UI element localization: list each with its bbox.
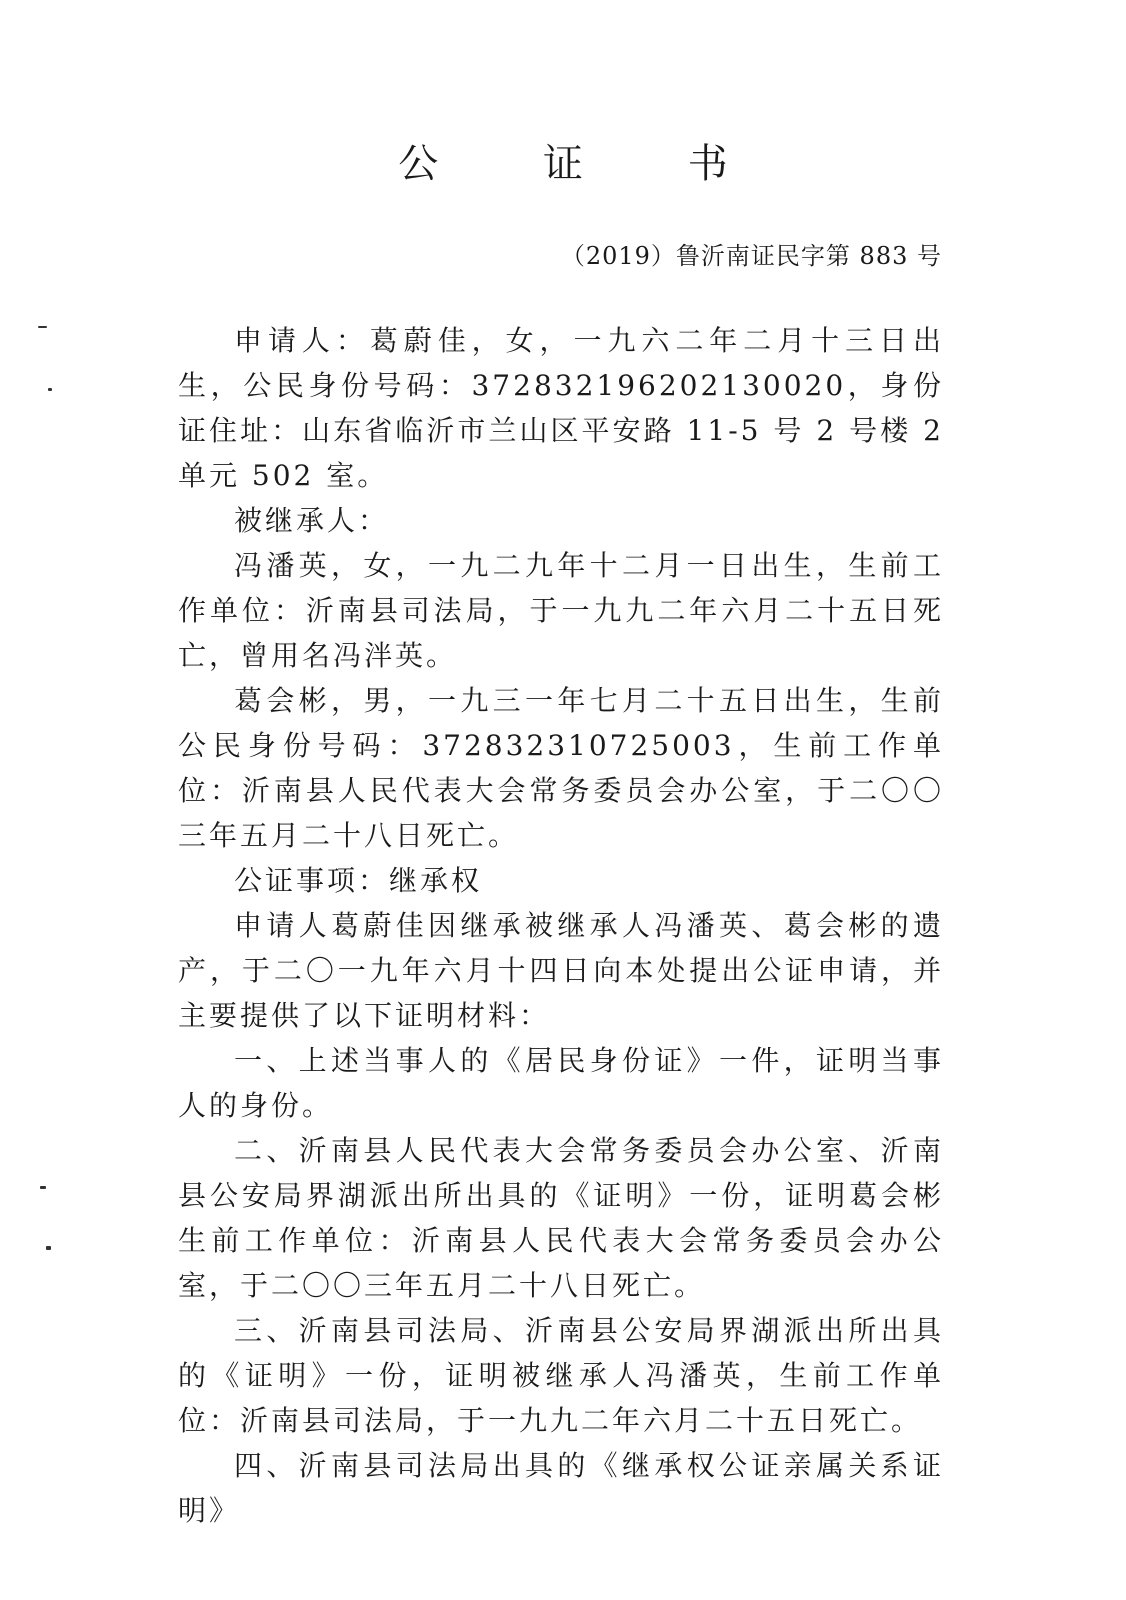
applicant-paragraph: 申请人：葛蔚佳，女，一九六二年二月十三日出生，公民身份号码：372832196202130020，身份证住址：山东省临沂市兰山区平安路 11-5 号 2 号楼 2 单元 502 室。 [178, 324, 944, 492]
scan-artifact [48, 388, 52, 391]
application-paragraph: 申请人葛蔚佳因继承被继承人冯潘英、葛会彬的遗产，于二〇一九年六月十四日向本处提出公证申请，并主要提供了以下证明材料： [178, 909, 944, 1032]
evidence-item-3: 三、沂南县司法局、沂南县公安局界湖派出所出具的《证明》一份，证明被继承人冯潘英，生前工作单位：沂南县司法局，于一九九二年六月二十五日死亡。 [178, 1314, 944, 1437]
notarial-matter: 公证事项：继承权 [234, 864, 483, 897]
scan-artifact [40, 1186, 46, 1189]
decedent-feng-paragraph: 冯潘英，女，一九二九年十二月一日出生，生前工作单位：沂南县司法局，于一九九二年六月二十五日死亡，曾用名冯泮英。 [178, 549, 944, 672]
evidence-item-1: 一、上述当事人的《居民身份证》一件，证明当事人的身份。 [178, 1044, 944, 1122]
document-body [178, 318, 944, 1533]
decedents-heading: 被继承人： [234, 504, 390, 537]
evidence-item-4: 四、沂南县司法局出具的《继承权公证亲属关系证明》 [178, 1449, 944, 1527]
document-title: 公 证 书 [398, 141, 774, 187]
evidence-item-2: 二、沂南县人民代表大会常务委员会办公室、沂南县公安局界湖派出所出具的《证明》一份，证明葛会彬生前工作单位：沂南县人民代表大会常务委员会办公室，于二〇〇三年五月二十八日死亡。 [178, 1134, 944, 1302]
scan-artifact [46, 1246, 51, 1250]
scan-artifact [38, 326, 47, 328]
decedent-ge-paragraph: 葛会彬，男，一九三一年七月二十五日出生，生前公民身份号码：372832310725003，生前工作单位：沂南县人民代表大会常务委员会办公室，于二〇〇三年五月二十八日死亡。 [178, 684, 944, 852]
document-number: （2019）鲁沂南证民字第 883 号 [560, 242, 942, 270]
